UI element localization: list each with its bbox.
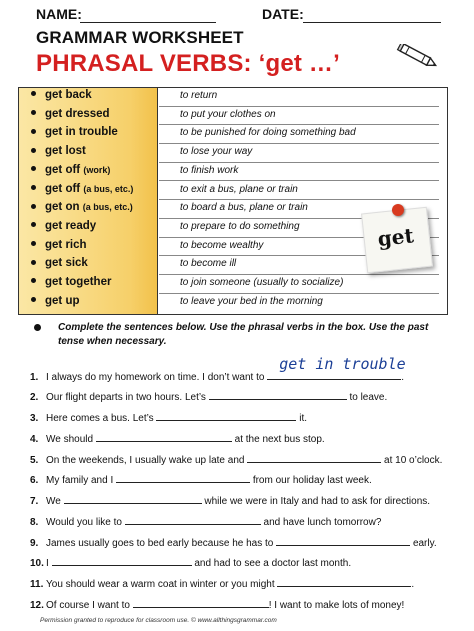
date-label: DATE: — [262, 6, 304, 22]
question-text: We — [46, 496, 61, 507]
answer-field[interactable] — [52, 555, 192, 566]
question-number: 2. — [30, 392, 39, 403]
answer-field[interactable] — [125, 514, 261, 525]
question-12 — [30, 597, 404, 611]
question-text: I always do my homework on time. I don’t want to — [46, 372, 265, 383]
verb-definition: to join someone (usually to socialize) — [180, 277, 344, 288]
question-9 — [30, 535, 437, 549]
pencil-icon — [396, 44, 440, 68]
answer-field[interactable] — [247, 452, 381, 463]
question-text: Our flight departs in two hours. Let’s — [46, 392, 206, 403]
answer-field[interactable] — [116, 472, 250, 483]
verb-definition: to put your clothes on — [180, 108, 276, 120]
instructions-text: Complete the sentences below. Use the phrasal verbs in the box. Use the past tense when necessary. — [58, 322, 429, 347]
question-number: 11. — [30, 579, 44, 590]
question-number: 12. — [30, 600, 44, 611]
verb-row — [19, 144, 447, 163]
bullet-icon — [31, 148, 36, 153]
question-text: My family and I — [46, 475, 114, 486]
question-text: I — [46, 558, 49, 569]
answer-field[interactable] — [156, 410, 296, 421]
verb-row — [19, 88, 447, 107]
question-11 — [30, 576, 414, 590]
question-number: 3. — [30, 413, 39, 424]
question-number: 8. — [30, 517, 39, 528]
question-text: Would you like to — [46, 517, 122, 528]
question-number: 5. — [30, 455, 39, 466]
verb-definition: to leave your bed in the morning — [180, 295, 323, 307]
answer-field[interactable] — [209, 389, 347, 400]
verb-definition: to board a bus, plane or train — [180, 202, 308, 214]
verb-text: get up — [45, 294, 80, 307]
bullet-icon — [34, 324, 41, 331]
verb-text: get back — [45, 89, 92, 101]
verb-definition: to be punished for doing something bad — [180, 127, 356, 139]
verb-text: get off — [45, 163, 81, 176]
bullet-icon — [31, 241, 36, 246]
verb-definition: to finish work — [180, 164, 239, 176]
question-number: 9. — [30, 538, 39, 549]
verb-note: (a bus, etc.) — [83, 183, 134, 194]
answer-field[interactable] — [276, 535, 410, 546]
verb-text: get dressed — [45, 107, 110, 120]
question-text: James usually goes to bed early because he has to — [46, 538, 274, 549]
footer-copyright: Permission granted to reproduce for classroom use. © www.allthingsgrammar.com — [40, 617, 277, 624]
verb-definition: to become wealthy — [180, 239, 264, 251]
question-text: Of course I want to — [46, 600, 130, 611]
verb-note: (a bus, etc.) — [82, 202, 133, 213]
answer-field[interactable] — [277, 576, 411, 587]
question-text: it. — [299, 413, 307, 424]
question-text: . — [411, 579, 415, 590]
name-label: NAME: — [36, 6, 82, 22]
verb-text: get lost — [45, 145, 86, 158]
question-text: Here comes a bus. Let’s — [46, 413, 154, 424]
date-field[interactable] — [303, 22, 441, 23]
bullet-icon — [31, 185, 36, 190]
bullet-icon — [31, 222, 36, 227]
verb-row — [19, 163, 447, 182]
question-text: . — [401, 372, 404, 383]
bullet-icon — [31, 297, 36, 302]
question-8 — [30, 514, 381, 528]
sticky-note — [361, 207, 433, 274]
question-10 — [30, 555, 351, 569]
question-number: 10. — [30, 558, 44, 569]
bullet-icon — [31, 260, 36, 265]
question-number: 4. — [30, 434, 39, 445]
phrasal-verb-table — [18, 87, 448, 315]
bullet-icon — [31, 278, 36, 283]
worksheet-subtitle: PHRASAL VERBS: ‘get …’ — [36, 50, 340, 77]
bullet-icon — [31, 91, 36, 96]
verb-row — [19, 125, 447, 144]
verb-row — [19, 107, 447, 126]
verb-definition: to lose your way — [180, 146, 253, 158]
question-text: to leave. — [349, 392, 388, 403]
question-4 — [30, 431, 325, 445]
question-text: On the weekends, I usually wake up late and — [46, 455, 245, 466]
bullet-icon — [31, 129, 36, 134]
question-text: early. — [412, 538, 437, 549]
verb-text: get rich — [45, 238, 87, 251]
bullet-icon — [31, 110, 36, 115]
question-text: from our holiday last week. — [252, 475, 372, 486]
question-3 — [30, 410, 307, 424]
verb-definition: to return — [180, 90, 218, 101]
verb-definition: to prepare to do something — [180, 220, 300, 232]
verb-text: get sick — [45, 257, 88, 270]
question-number: 7. — [30, 496, 39, 507]
sticky-note-text: get — [376, 223, 415, 251]
verb-note: (work) — [83, 164, 111, 175]
verb-text: get ready — [45, 219, 97, 232]
verb-text: get on — [45, 201, 80, 214]
bullet-icon — [31, 204, 36, 209]
bullet-icon — [31, 166, 36, 171]
question-text: at the next bus stop. — [234, 434, 325, 445]
answer-field[interactable] — [267, 355, 406, 380]
handwritten-answer: get in trouble — [279, 355, 406, 373]
question-text: and had to see a doctor last month. — [194, 558, 352, 569]
question-text: and have lunch tomorrow? — [263, 517, 382, 528]
verb-row — [19, 275, 447, 294]
question-2 — [30, 389, 387, 403]
verb-text: get off — [45, 182, 81, 195]
question-7 — [30, 493, 430, 507]
verb-definition: to exit a bus, plane or train — [180, 183, 298, 195]
verb-definition: to become ill — [180, 258, 237, 270]
question-text: while we were in Italy and had to ask for directions. — [204, 496, 431, 507]
verb-row — [19, 182, 447, 201]
worksheet-header — [36, 6, 456, 26]
answer-field[interactable] — [96, 431, 232, 442]
question-text: at 10 o’clock. — [384, 455, 443, 466]
name-field[interactable] — [80, 22, 216, 23]
question-text: We should — [46, 434, 94, 445]
question-text: ! I want to make lots of money! — [268, 600, 405, 611]
verb-row — [19, 294, 447, 313]
question-number: 1. — [30, 372, 39, 383]
question-5 — [30, 452, 442, 466]
question-1 — [30, 355, 406, 383]
worksheet-title: GRAMMAR WORKSHEET — [36, 28, 244, 47]
answer-field[interactable] — [133, 597, 269, 608]
question-text: You should wear a warm coat in winter or you might — [46, 579, 275, 590]
question-number: 6. — [30, 475, 39, 486]
pushpin-icon — [392, 204, 404, 216]
question-6 — [30, 472, 372, 486]
verb-text: get in trouble — [45, 126, 118, 139]
verb-text: get together — [45, 276, 112, 288]
answer-field[interactable] — [64, 493, 202, 504]
